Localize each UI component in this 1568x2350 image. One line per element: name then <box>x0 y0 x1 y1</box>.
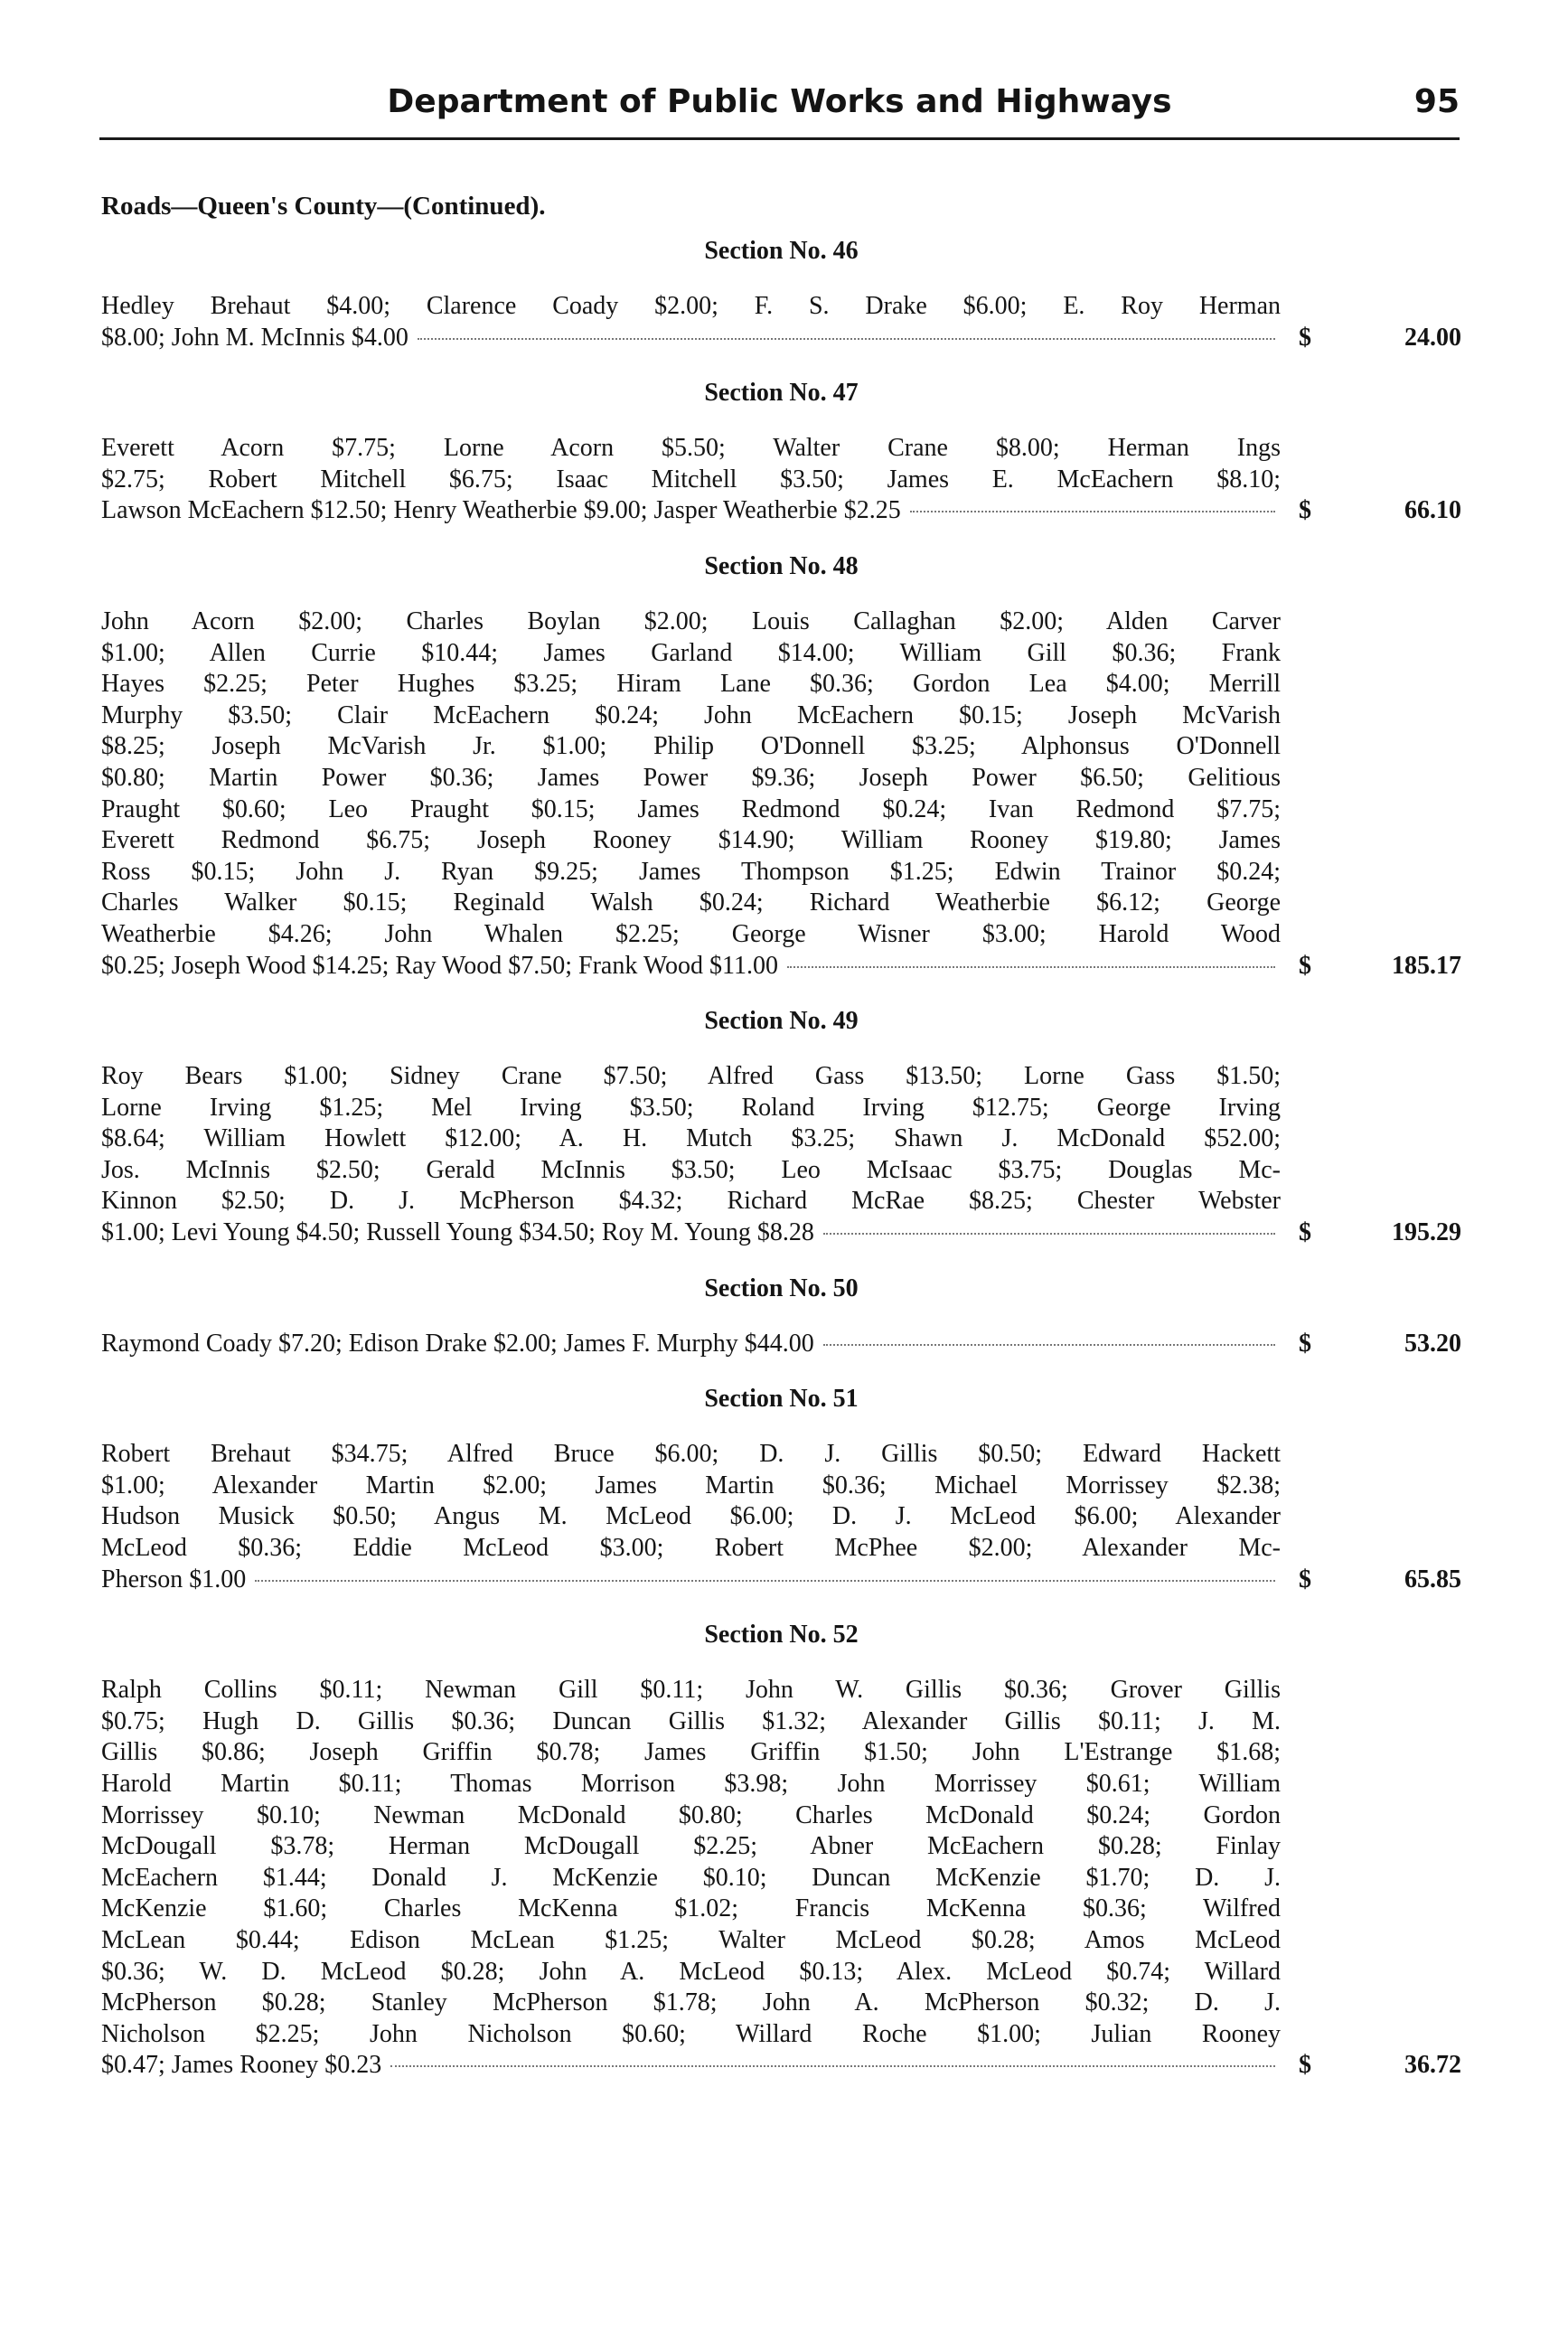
entry-line: $8.25; Joseph McVarish Jr. $1.00; Philip O'Donnell $3.25; Alphonsus O'Donnell <box>101 732 1281 761</box>
entry-line: $0.75; Hugh D. Gillis $0.36; Duncan Gillis $1.32; Alexander Gillis $0.11; J. M. <box>101 1706 1281 1735</box>
section-total <box>1299 495 1461 527</box>
entry-line: Hudson Musick $0.50; Angus M. McLeod $6.00; D. J. McLeod $6.00; Alexander <box>101 1502 1281 1531</box>
total-amount: 185.17 <box>1392 951 1461 980</box>
entry-line <box>101 951 1281 982</box>
currency-symbol: $ <box>1299 496 1311 525</box>
entry-line: $1.00; Allen Currie $10.44; James Garland $14.00; William Gill $0.36; Frank <box>101 638 1281 667</box>
page-header <box>99 83 1460 140</box>
entry-line: McKenzie $1.60; Charles McKenna $1.02; Francis McKenna $0.36; Wilfred <box>101 1894 1281 1923</box>
section-entries <box>101 1329 1461 1360</box>
section-total <box>1299 2050 1461 2082</box>
entry-line: Murphy $3.50; Clair McEachern $0.24; John McEachern $0.15; Joseph McVarish <box>101 700 1281 729</box>
entry-line: $0.36; W. D. McLeod $0.28; John A. McLeod $0.13; Alex. McLeod $0.74; Willard <box>101 1957 1281 1986</box>
entry-line <box>101 1329 1281 1360</box>
section-entries <box>101 1061 1461 1249</box>
entry-line: Harold Martin $0.11; Thomas Morrison $3.98; John Morrissey $0.61; William <box>101 1770 1281 1798</box>
dot-leader <box>910 511 1275 512</box>
page-header-title: Department of Public Works and Highways <box>387 83 1172 120</box>
dot-leader <box>823 1233 1275 1235</box>
dot-leader <box>390 2065 1275 2067</box>
entry-line: Everett Acorn $7.75; Lorne Acorn $5.50; Walter Crane $8.00; Herman Ings <box>101 434 1281 463</box>
entry-line: Jos. McInnis $2.50; Gerald McInnis $3.50; Leo McIsaac $3.75; Douglas Mc- <box>101 1155 1281 1184</box>
currency-symbol: $ <box>1299 1218 1311 1247</box>
dot-leader <box>787 966 1275 968</box>
entry-line: Kinnon $2.50; D. J. McPherson $4.32; Richard McRae $8.25; Chester Webster <box>101 1187 1281 1216</box>
entry-line: Nicholson $2.25; John Nicholson $0.60; Willard Roche $1.00; Julian Rooney <box>101 2019 1281 2048</box>
dot-leader <box>255 1580 1275 1582</box>
dot-leader <box>418 338 1275 340</box>
section-entries <box>101 291 1461 353</box>
currency-symbol: $ <box>1299 1329 1311 1358</box>
section-title: Section No. 47 <box>704 379 859 408</box>
section-total <box>1299 1217 1461 1249</box>
section-total <box>1299 1565 1461 1596</box>
entry-line: Robert Brehaut $34.75; Alfred Bruce $6.00; D. J. Gillis $0.50; Edward Hackett <box>101 1440 1281 1469</box>
entry-line <box>101 1217 1281 1249</box>
entry-line: $1.00; Alexander Martin $2.00; James Martin $0.36; Michael Morrissey $2.38; <box>101 1471 1281 1499</box>
section-title: Section No. 46 <box>704 237 859 265</box>
entry-line: Ross $0.15; John J. Ryan $9.25; James Thompson $1.25; Edwin Trainor $0.24; <box>101 857 1281 886</box>
entry-line-text: Pherson $1.00 <box>101 1565 247 1593</box>
currency-symbol: $ <box>1299 323 1311 352</box>
entry-line <box>101 2050 1281 2082</box>
section-entries <box>101 1439 1461 1595</box>
entry-line: John Acorn $2.00; Charles Boylan $2.00; Louis Callaghan $2.00; Alden Carver <box>101 606 1281 635</box>
entry-line: Weatherbie $4.26; John Whalen $2.25; George Wisner $3.00; Harold Wood <box>101 919 1281 948</box>
entry-line: McLeod $0.36; Eddie McLeod $3.00; Robert McPhee $2.00; Alexander Mc- <box>101 1534 1281 1563</box>
entry-line: Hedley Brehaut $4.00; Clarence Coady $2.00; F. S. Drake $6.00; E. Roy Herman <box>101 292 1281 320</box>
dot-leader <box>823 1344 1275 1346</box>
currency-symbol: $ <box>1299 951 1311 980</box>
total-amount: 195.29 <box>1392 1218 1461 1247</box>
section-block <box>101 237 1461 353</box>
section-block <box>101 1007 1461 1249</box>
entry-line: Praught $0.60; Leo Praught $0.15; James Redmond $0.24; Ivan Redmond $7.75; <box>101 794 1281 823</box>
currency-symbol: $ <box>1299 1565 1311 1593</box>
entry-line: McDougall $3.78; Herman McDougall $2.25; Abner McEachern $0.28; Finlay <box>101 1832 1281 1861</box>
section-total <box>1299 1329 1461 1360</box>
entry-line: Gillis $0.86; Joseph Griffin $0.78; James Griffin $1.50; John L'Estrange $1.68; <box>101 1738 1281 1767</box>
section-title: Section No. 49 <box>704 1007 859 1036</box>
section-title: Section No. 50 <box>704 1274 859 1302</box>
section-block <box>101 1385 1461 1595</box>
entry-line-text: Raymond Coady $7.20; Edison Drake $2.00; James F. Murphy $44.00 <box>101 1329 814 1358</box>
entry-line: $2.75; Robert Mitchell $6.75; Isaac Mitchell $3.50; James E. McEachern $8.10; <box>101 465 1281 494</box>
entry-line: Morrissey $0.10; Newman McDonald $0.80; Charles McDonald $0.24; Gordon <box>101 1800 1281 1829</box>
sections-list <box>101 237 1461 2107</box>
section-title: Section No. 51 <box>704 1385 859 1414</box>
entry-line: $8.64; William Howlett $12.00; A. H. Mutch $3.25; Shawn J. McDonald $52.00; <box>101 1124 1281 1153</box>
entry-line: McEachern $1.44; Donald J. McKenzie $0.10; Duncan McKenzie $1.70; D. J. <box>101 1863 1281 1892</box>
entry-line <box>101 323 1281 354</box>
currency-symbol: $ <box>1299 2051 1311 2080</box>
entry-line <box>101 495 1281 527</box>
entry-line: Roy Bears $1.00; Sidney Crane $7.50; Alfred Gass $13.50; Lorne Gass $1.50; <box>101 1062 1281 1091</box>
entry-line: Ralph Collins $0.11; Newman Gill $0.11; John W. Gillis $0.36; Grover Gillis <box>101 1676 1281 1705</box>
continued-heading: Roads—Queen's County—(Continued). <box>101 192 546 221</box>
section-block <box>101 1621 1461 2082</box>
entry-line-text: Lawson McEachern $12.50; Henry Weatherbie $9.00; Jasper Weatherbie $2.25 <box>101 496 901 525</box>
entry-line <box>101 1565 1281 1596</box>
entry-line-text: $0.47; James Rooney $0.23 <box>101 2051 382 2080</box>
section-entries <box>101 1675 1461 2082</box>
entry-line-text: $8.00; John M. McInnis $4.00 <box>101 323 408 352</box>
entry-line: McLean $0.44; Edison McLean $1.25; Walter McLeod $0.28; Amos McLeod <box>101 1925 1281 1954</box>
section-title: Section No. 52 <box>704 1621 859 1650</box>
total-amount: 65.85 <box>1404 1565 1461 1593</box>
entry-line-text: $1.00; Levi Young $4.50; Russell Young $34.50; Roy M. Young $8.28 <box>101 1218 814 1247</box>
entry-line: $0.80; Martin Power $0.36; James Power $9.36; Joseph Power $6.50; Gelitious <box>101 763 1281 792</box>
entry-line: Lorne Irving $1.25; Mel Irving $3.50; Roland Irving $12.75; George Irving <box>101 1093 1281 1122</box>
section-total <box>1299 951 1461 982</box>
total-amount: 36.72 <box>1404 2051 1461 2080</box>
entry-line: Charles Walker $0.15; Reginald Walsh $0.24; Richard Weatherbie $6.12; George <box>101 888 1281 917</box>
section-block <box>101 1274 1461 1360</box>
total-amount: 53.20 <box>1404 1329 1461 1358</box>
total-amount: 24.00 <box>1404 323 1461 352</box>
total-amount: 66.10 <box>1404 496 1461 525</box>
entry-line: Everett Redmond $6.75; Joseph Rooney $14.90; William Rooney $19.80; James <box>101 826 1281 855</box>
section-entries <box>101 433 1461 527</box>
entry-line: McPherson $0.28; Stanley McPherson $1.78; John A. McPherson $0.32; D. J. <box>101 1988 1281 2017</box>
section-entries <box>101 606 1461 982</box>
section-total <box>1299 323 1461 354</box>
section-title: Section No. 48 <box>704 551 859 580</box>
entry-line: Hayes $2.25; Peter Hughes $3.25; Hiram Lane $0.36; Gordon Lea $4.00; Merrill <box>101 670 1281 699</box>
section-block <box>101 379 1461 527</box>
entry-line-text: $0.25; Joseph Wood $14.25; Ray Wood $7.50; Frank Wood $11.00 <box>101 951 778 980</box>
page-number: 95 <box>1413 83 1460 120</box>
section-block <box>101 552 1461 982</box>
